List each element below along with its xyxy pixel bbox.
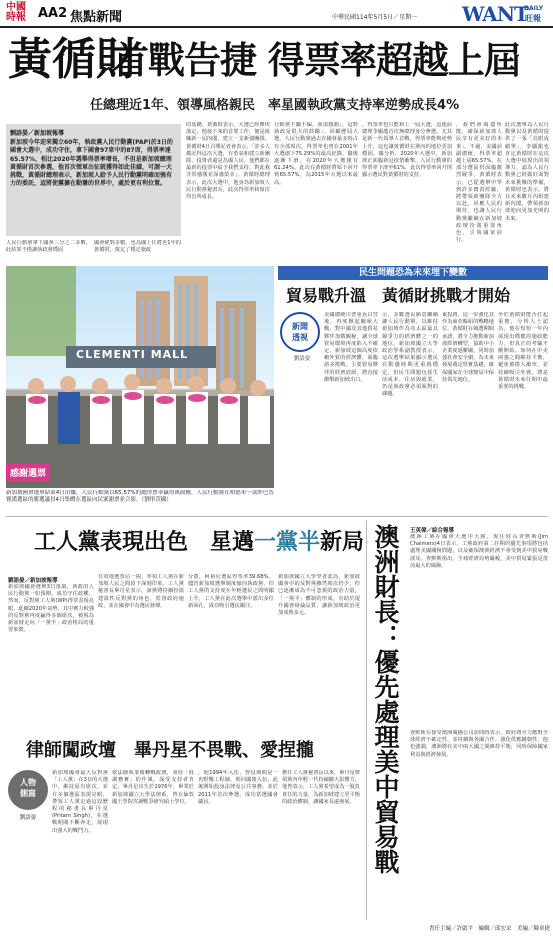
pritam-col-2: 依法師執業後轉戰政壇，秉持「低調務實」的作風，深受支持者肯定。畢丹星出生於1976年，畢業於新加坡國立大學法律系，曾在倫敦國王學院攻讀戰爭研究碩士學位。 [112, 770, 194, 805]
trade-tag-line1: 新聞 [292, 322, 308, 331]
main-byline: 劉語晏／新加坡報導 [10, 130, 65, 137]
main-col-4: ，得票率也只能和上一屆大選，這使前總理李顯龍首次無總理身分參選，尤其是新一代領導人首戰，得票率能夠逆勢上升，這也讓黃循財在黨內的地位更加穩固。據分析，2020年大選中，新加坡正面臨新冠疫情衝擊，人民行動黨的得票率下滑至61%，此次得票率回升則顯示選民對黃循財的支持。 [362, 122, 452, 179]
pritam-profile-tag [8, 770, 48, 810]
trade-news-tag [280, 312, 320, 352]
main-col-5: ，我們會竭盡所能，確保新加坡人民享有更美好的未來」。不過，美國前副總統，得票率超越上屆65.57%，在部分選區仍面臨激烈競爭。黃循財表示，已從選舉中學到許多寶貴經驗，將帶領新團隊全力以赴，回應人民的期待，也讓人民行動黨繼續在新加坡政壇扮演重要角色，引領國家前行。 [456, 122, 502, 244]
pritam-col-1: 新加坡國會最大反對黨「工人黨」在3日的大選中，維持原有席次，並在多個選區表現亮眼，帶領工人黨走過這段歷程的秘書長畢丹星(Pritam Singh)，在選戰期間不斷奔走，展現出強大的戰鬥力。 [52, 770, 108, 834]
labor-col-1: 新加坡國會選舉3日落幕，執政的人民行動黨一如預期，成功守住政權，然而，反對黨工人黨(WP)得票表現亮眼，延續2020年氣勢，其中實力較強的反對黨再度贏得多個席次，被視為新加坡走向「一黨半」政治格局的重要象徵。 [8, 584, 94, 634]
trade-banner: 民生問題恐為未來埋下變數 [278, 266, 548, 280]
want-daily-logo [462, 1, 550, 27]
section-name: 焦點新聞 [70, 10, 123, 25]
issue-date: 中華民國114年5月5日／星期一 [332, 14, 418, 21]
page-code: AA2 [38, 6, 68, 21]
china-times-logo: 中國時報 [6, 2, 26, 23]
main-col-6: 此次選舉為人民行動黨以及黃循財提供了一張「亮眼成績單」，李顯龍也肯定黃循財在這次大選中展現出的領導力，認為人民行動黨已經做好面對未來挑戰的準備，黃循財也表示，將在未來數月內組建新內閣，帶領新加坡迎向更加光明的未來。 [505, 122, 549, 222]
australia-headline-text: 澳洲財長：優先處理美中貿易戰 [371, 524, 400, 874]
main-extra-2: 國會絕對多數，也為國上任將近1年的黃循財，奠定了穩定施政 [94, 240, 181, 254]
labor-col-4: 新加坡國立大學學者認為，新加坡國會中的反對黨雖然席次仍少，但已逐漸成為不可忽視的政治力量，「一黨半」體制的形成，有助於提升國會辯論品質，讓新加坡政治更加成熟多元。 [278, 574, 360, 617]
news-photo [6, 266, 274, 488]
labor-byline: 劉語晏／新加坡報導 [8, 578, 58, 584]
labor-col-2: 有效地選票佔一兩，率領工人黨在新加坡人民之間留下深刻印象。工人黨秘書長畢丹星表示，該黨將持續扮演建設性反對黨的角色，監督政府施政，並在國會中為選民發聲。 [98, 574, 184, 609]
australia-col-1: 澳洲工黨在國會大選中大勝，現任財長查默斯(Jim Chalmers)4日表示，工黨政府第二任期的優先事項將包括處理美國關稅問題，以及確保澳洲經濟不會受到美中貿易戰波及。查默斯指出，全球經濟局勢嚴峻，美中貿易緊張是當前最大的風險。 [410, 534, 548, 569]
pritam-tag-line1: 人物 [20, 778, 36, 787]
trade-col-4: 至於黃循財能否扛起重擔，分析人士認為，他在短短一年內展現出穩健的施政能力，但真正的考驗才剛開始。如何在中美兩強之間維持平衡，避免被捲入衝突，並持續吸引外資，將是黃循財未來任期中最重要的挑戰。 [498, 312, 548, 391]
main-lead: 新加坡今年迎來獨立60年，執政黨人民行動黨(PAP)於3日的國會大選中，成功守住，拿下國會97席中的87席，得票率達65.57%，相比2020年選舉得票率增長，不但是新加坡總理黃循財首次參選，他首次領軍出征就獲得如此佳績，可謂一大挑戰，黃循財總理表示，新加坡人給予人民行動黨明確而強有力的委託，這將使黨擴在動盪的世界中，處於更有利位置。 [10, 139, 173, 188]
photo-caption: 新加坡國會選舉結果4日出爐，人民行動黨以65.57%的總得票率贏得執政權，人民行動黨在柏德車一款昨巴普賽漢選區的勝選議員4日集體在選區向民眾謝票並合影。（劉彤萱攝） [6, 490, 274, 503]
pritam-tag-line2: 側寫 [20, 789, 36, 798]
trade-col-3: 東投資，這一步強化其作為東亞樞紐的戰略地位。黃循財在競選期間承諾，將全力推動新加坡經濟轉型，協助中小企業度過難關，同時加強社會安全網，為未來發展奠定堅實基礎，確保國家在全球變局中保持領先地位。 [442, 312, 494, 383]
pritam-headline: 律師闖政壇 畢丹星不畏戰、愛捏攏 [26, 740, 314, 761]
pritam-byline: 劉語晏 [19, 815, 37, 821]
trade-col-1: 美國總統川普重返白宮後，再度掀起關稅大戰，對中國及其他貿易夥伴加徵關稅，讓全球貿易環境再度陷入不確定，新加坡這個高度依賴外貿的經濟體，面臨諸多挑戰。主要貿易夥伴的經濟放緩，將直接衝擊新加坡出口。 [324, 312, 378, 383]
labor-headline: 工人黨表現出色 星邁一黨半新局 [34, 529, 365, 555]
australia-col-2: 查默斯在接受澳洲廣播公司訪問時表示，政府將全力應對全球經濟不確定性，並持續與各國合作，強化供應鏈韌性。他也強調，澳洲將在美中兩大國之間維持平衡，同時保障國家利益與經濟發展。 [410, 730, 548, 758]
main-extra-1: 人民行動黨拿下國會三分之二多數，此結果不僅讓執政黨穩固 [6, 240, 91, 254]
australia-headline [368, 524, 406, 920]
headline-text: 首戰告捷 得票率超越上屆 [112, 38, 520, 82]
main-col-3: 行動黨不屬不偏，我很感動」，這對執政是很大的鼓勵」。回顧歷屆大選，人民行動黨過去在國會最多時占有全部席次，得票率也曾在2001年大選創下75.29%的最高紀錄，隨後逐漸下滑，在2020年大選僅有61.24%。此次在黃循財帶領下回升到65.57%，為2015年大選以來最高。 [274, 122, 358, 186]
labor-col-3: 分散，阿裕尼選區得票率39.68%。儘管新加坡選舉制度傾向執政黨，但工人黨的支持度在年輕選民之間明顯上升，工人黨在此次選舉中派出多位新面孔，成功吸引選民關注。 [188, 574, 274, 609]
australia-byline: 王英偉／綜合報導 [410, 528, 455, 534]
main-lead-box [6, 124, 181, 236]
trade-tag-line2: 透視 [292, 333, 308, 342]
headline-name: 黃循財 [8, 34, 140, 85]
daily-label: DAILY [524, 5, 544, 12]
pritam-col-3: ，他1994年入伍，曾役期間是一名野戰工程師，則回國後入伍，此後開始投身法律及公共事務，並於2011年首次參選，成功當選國會議員。 [198, 770, 278, 805]
main-col-2: 的基礎，黃循財表示，大選已經塵埃落定，他接下來的首要工作，便是組織新一屆內閣，建立一支新強團隊。黃循財4日召開記者會表示，「許多人都記得這次大選，有勇氣和建立新團隊，投資者還是為國人民，他們都在最新的投票中給予我們支持，對此我非常感激並深感榮幸」。黃循財總理表示，此次大選中，他身為新加坡人民行動黨秘書長，此次得票率和席次均有所成長。 [186, 122, 270, 201]
main-subhead: 任總理近1年、領導風格親民 率星國執政黨支持率逆勢成長4% [90, 98, 460, 113]
want-logo-text: WANT [462, 2, 528, 26]
trade-byline: 劉語晏 [293, 356, 311, 362]
footer-editors: 責任主編／許啟平 編輯／邱宏采 美編／陳韋捷 [428, 926, 550, 932]
photo-badge: 感謝選票 [6, 464, 50, 481]
main-headline [8, 32, 548, 90]
trade-headline: 貿易戰升溫 黃循財挑戰才開始 [286, 286, 511, 305]
photo-illustration [6, 266, 274, 488]
building-sign: CLEMENTI MALL [76, 348, 189, 361]
trade-col-2: 示，多數選民願意繼續讓人民行動黨，以維持新加坡作為亞太區最具競爭力的經濟體之一的地位。新加坡國立大學政治學系副教授表示，這次選舉結果顯示選民在動盪時期更重視穩定，但民生問題包括生活成本、住房與就業，仍是執政黨必須面對的課題。 [382, 312, 438, 398]
pritam-col-4: 擔任工人黨秘書長以來，畢丹星帶領黨內年輕一代持續擴大影響力，他曾表示，工人黨希望成為一股負責任的力量，為新加坡建立更平衡的政治體制，讓國家長遠發展。 [282, 770, 360, 805]
masthead [0, 0, 553, 28]
want-cn-label: 旺報 [525, 14, 541, 23]
